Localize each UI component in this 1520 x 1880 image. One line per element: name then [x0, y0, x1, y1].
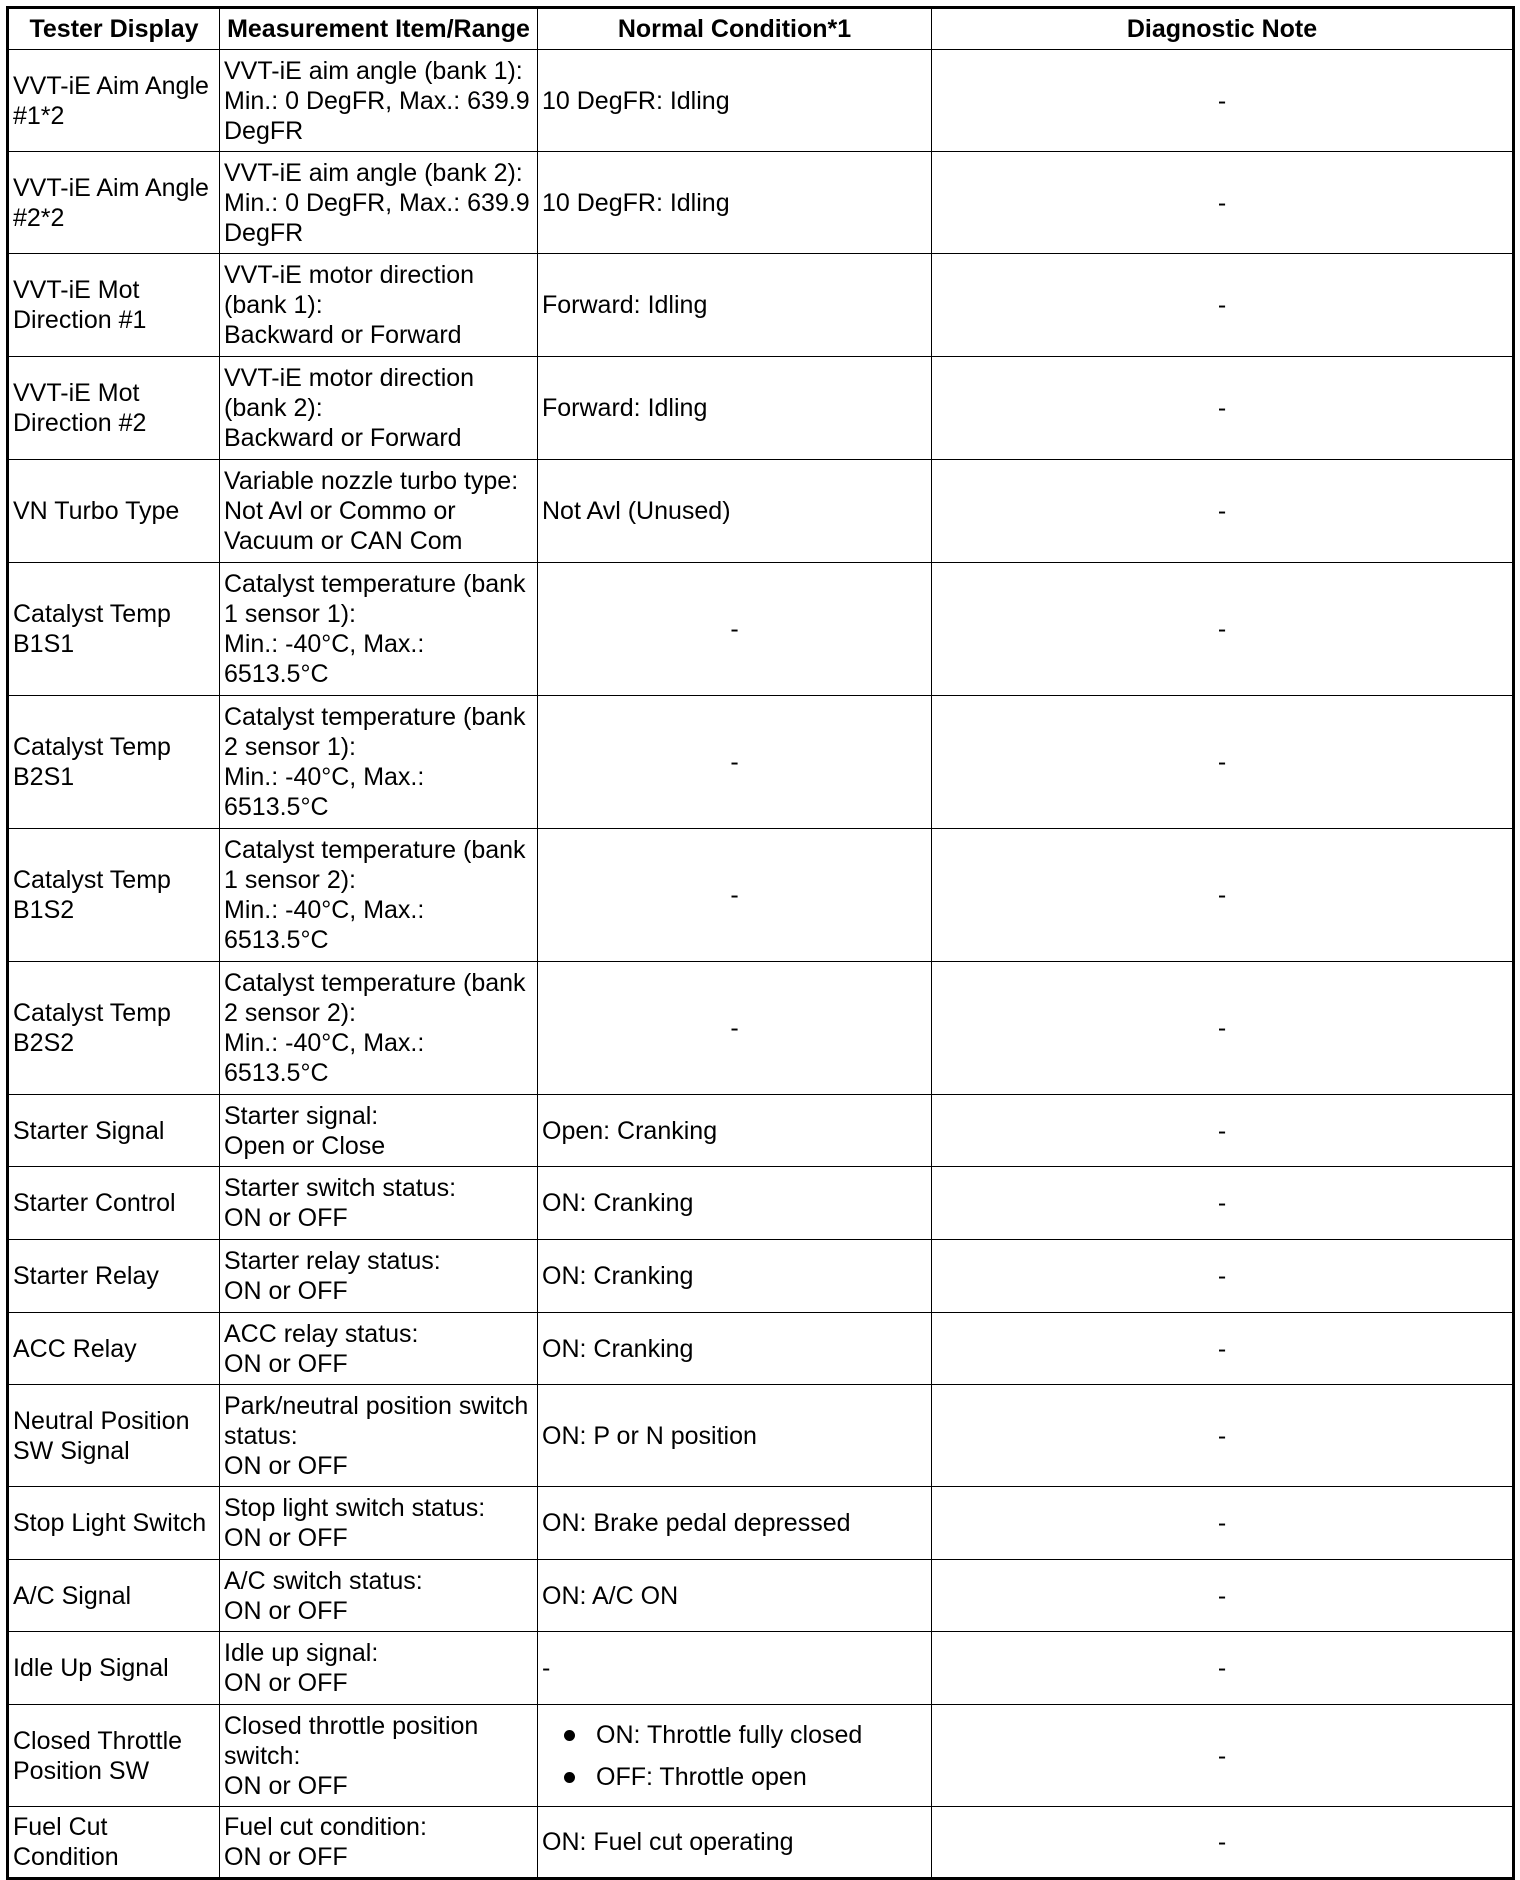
- diagnostic-note-cell: -: [932, 50, 1514, 152]
- list-item: OFF: Throttle open: [564, 1762, 927, 1792]
- measurement-item-cell: Starter relay status: ON or OFF: [220, 1240, 538, 1313]
- table-row: [8, 1807, 1514, 1879]
- header-diagnostic-note: Diagnostic Note: [932, 8, 1514, 50]
- diagnostic-note-cell: -: [932, 563, 1514, 696]
- table-row: [8, 357, 1514, 460]
- tester-display-cell: Starter Relay: [8, 1240, 220, 1313]
- diagnostic-note-cell: -: [932, 696, 1514, 829]
- tester-display-cell: ACC Relay: [8, 1313, 220, 1385]
- table-row: [8, 1167, 1514, 1240]
- table-row: [8, 1095, 1514, 1167]
- diagnostic-note-cell: -: [932, 1560, 1514, 1632]
- normal-condition-cell: ON: Brake pedal depressed: [538, 1487, 932, 1560]
- diagnostic-note-cell: -: [932, 1487, 1514, 1560]
- table-row: [8, 1487, 1514, 1560]
- measurement-item-cell: Stop light switch status: ON or OFF: [220, 1487, 538, 1560]
- normal-condition-cell: Forward: Idling: [538, 357, 932, 460]
- tester-display-cell: Catalyst Temp B1S2: [8, 829, 220, 962]
- table-row: [8, 1313, 1514, 1385]
- measurement-item-cell: VVT-iE motor direction (bank 2): Backward or Forward: [220, 357, 538, 460]
- measurement-item-cell: Fuel cut condition: ON or OFF: [220, 1807, 538, 1879]
- normal-condition-cell: 10 DegFR: Idling: [538, 50, 932, 152]
- tester-display-cell: VVT-iE Mot Direction #2: [8, 357, 220, 460]
- table-row: [8, 1632, 1514, 1705]
- diagnostic-note-cell: -: [932, 1632, 1514, 1705]
- diagnostic-note-cell: -: [932, 1095, 1514, 1167]
- table-row: [8, 962, 1514, 1095]
- diagnostic-note-cell: -: [932, 1240, 1514, 1313]
- measurement-item-cell: Starter signal: Open or Close: [220, 1095, 538, 1167]
- table-row: [8, 1560, 1514, 1632]
- table-row: [8, 1705, 1514, 1807]
- tester-display-cell: Catalyst Temp B1S1: [8, 563, 220, 696]
- tester-display-cell: Stop Light Switch: [8, 1487, 220, 1560]
- measurement-item-cell: Catalyst temperature (bank 1 sensor 1): Min.: -40°C, Max.: 6513.5°C: [220, 563, 538, 696]
- tester-display-cell: VVT-iE Aim Angle #2*2: [8, 152, 220, 254]
- normal-condition-cell: Forward: Idling: [538, 254, 932, 357]
- tester-display-cell: Closed Throttle Position SW: [8, 1705, 220, 1807]
- measurement-item-cell: VVT-iE aim angle (bank 1): Min.: 0 DegFR, Max.: 639.9 DegFR: [220, 50, 538, 152]
- measurement-item-cell: Catalyst temperature (bank 1 sensor 2): Min.: -40°C, Max.: 6513.5°C: [220, 829, 538, 962]
- tester-display-cell: VVT-iE Mot Direction #1: [8, 254, 220, 357]
- normal-condition-cell: 10 DegFR: Idling: [538, 152, 932, 254]
- normal-condition-cell: ON: Fuel cut operating: [538, 1807, 932, 1879]
- measurement-item-cell: A/C switch status: ON or OFF: [220, 1560, 538, 1632]
- measurement-item-cell: ACC relay status: ON or OFF: [220, 1313, 538, 1385]
- normal-condition-list: [542, 1720, 927, 1792]
- measurement-item-cell: Starter switch status: ON or OFF: [220, 1167, 538, 1240]
- measurement-item-cell: VVT-iE motor direction (bank 1): Backward or Forward: [220, 254, 538, 357]
- tester-display-cell: VN Turbo Type: [8, 460, 220, 563]
- normal-condition-cell: Open: Cranking: [538, 1095, 932, 1167]
- normal-condition-cell: ON: P or N position: [538, 1385, 932, 1487]
- normal-condition-cell: -: [538, 563, 932, 696]
- measurement-item-cell: VVT-iE aim angle (bank 2): Min.: 0 DegFR, Max.: 639.9 DegFR: [220, 152, 538, 254]
- list-item: ON: Throttle fully closed: [564, 1720, 927, 1750]
- tester-display-cell: Catalyst Temp B2S1: [8, 696, 220, 829]
- header-normal-condition: Normal Condition*1: [538, 8, 932, 50]
- table-row: [8, 1385, 1514, 1487]
- normal-condition-cell: -: [538, 1632, 932, 1705]
- diagnostic-note-cell: -: [932, 829, 1514, 962]
- normal-condition-cell: ON: Cranking: [538, 1240, 932, 1313]
- tester-display-cell: A/C Signal: [8, 1560, 220, 1632]
- table-row: [8, 50, 1514, 152]
- normal-condition-cell: [538, 1705, 932, 1807]
- diagnostic-note-cell: -: [932, 460, 1514, 563]
- measurement-item-cell: Idle up signal: ON or OFF: [220, 1632, 538, 1705]
- table-row: [8, 460, 1514, 563]
- table-row: [8, 254, 1514, 357]
- header-row: [8, 8, 1514, 50]
- measurement-item-cell: Catalyst temperature (bank 2 sensor 1): Min.: -40°C, Max.: 6513.5°C: [220, 696, 538, 829]
- table-row: [8, 1240, 1514, 1313]
- normal-condition-cell: Not Avl (Unused): [538, 460, 932, 563]
- normal-condition-cell: ON: A/C ON: [538, 1560, 932, 1632]
- tester-display-cell: Catalyst Temp B2S2: [8, 962, 220, 1095]
- normal-condition-cell: -: [538, 962, 932, 1095]
- tester-display-cell: Starter Control: [8, 1167, 220, 1240]
- measurement-item-cell: Variable nozzle turbo type: Not Avl or Commo or Vacuum or CAN Com: [220, 460, 538, 563]
- table-row: [8, 563, 1514, 696]
- header-tester-display: Tester Display: [8, 8, 220, 50]
- table-row: [8, 829, 1514, 962]
- header-measurement-item: Measurement Item/Range: [220, 8, 538, 50]
- normal-condition-cell: -: [538, 829, 932, 962]
- measurement-item-cell: Park/neutral position switch status: ON or OFF: [220, 1385, 538, 1487]
- tester-display-cell: Idle Up Signal: [8, 1632, 220, 1705]
- diagnostic-note-cell: -: [932, 1385, 1514, 1487]
- diagnostic-note-cell: -: [932, 1807, 1514, 1879]
- measurement-item-cell: Catalyst temperature (bank 2 sensor 2): Min.: -40°C, Max.: 6513.5°C: [220, 962, 538, 1095]
- measurement-item-cell: Closed throttle position switch: ON or OFF: [220, 1705, 538, 1807]
- normal-condition-cell: ON: Cranking: [538, 1167, 932, 1240]
- diagnostic-note-cell: -: [932, 962, 1514, 1095]
- diagnostic-note-cell: -: [932, 1313, 1514, 1385]
- diagnostic-note-cell: -: [932, 1167, 1514, 1240]
- diagnostic-note-cell: -: [932, 152, 1514, 254]
- diagnostic-note-cell: -: [932, 1705, 1514, 1807]
- tester-display-cell: Starter Signal: [8, 1095, 220, 1167]
- table-row: [8, 152, 1514, 254]
- diagnostic-note-cell: -: [932, 254, 1514, 357]
- table-row: [8, 696, 1514, 829]
- data-list-table: [6, 6, 1515, 1880]
- tester-display-cell: VVT-iE Aim Angle #1*2: [8, 50, 220, 152]
- diagnostic-note-cell: -: [932, 357, 1514, 460]
- tester-display-cell: Fuel Cut Condition: [8, 1807, 220, 1879]
- normal-condition-cell: -: [538, 696, 932, 829]
- normal-condition-cell: ON: Cranking: [538, 1313, 932, 1385]
- tester-display-cell: Neutral Position SW Signal: [8, 1385, 220, 1487]
